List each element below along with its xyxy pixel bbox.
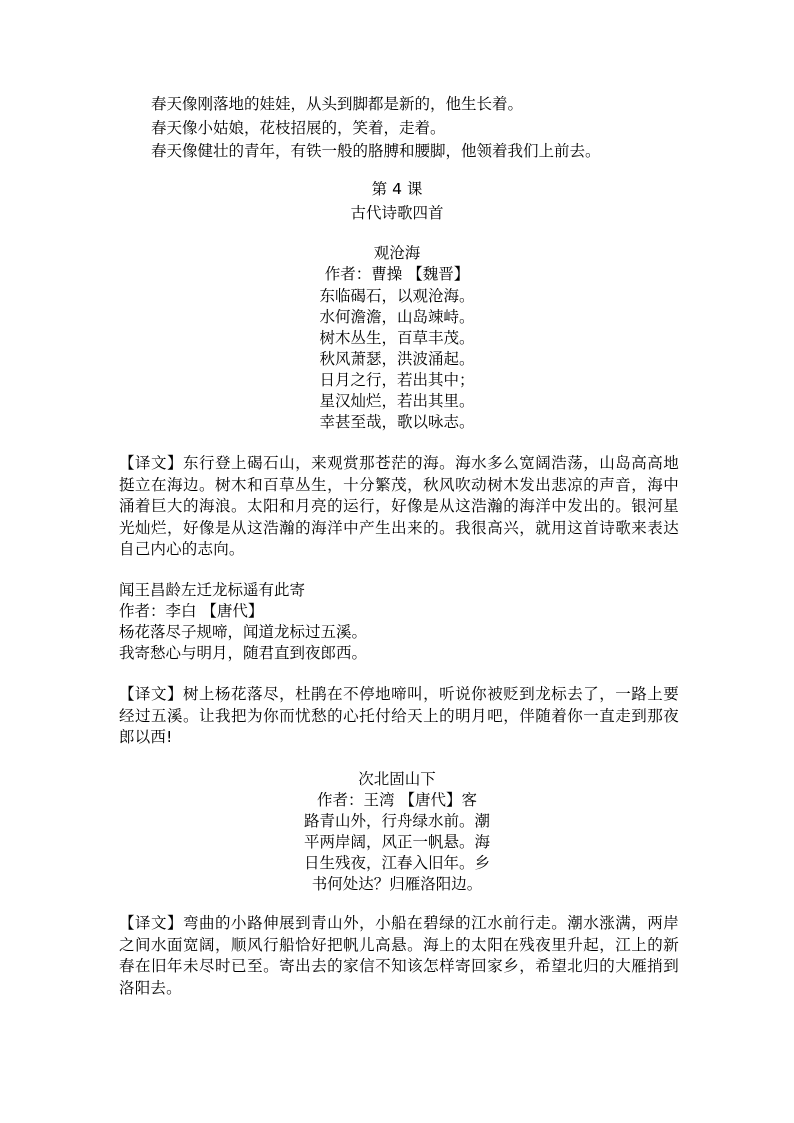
poem-line: 秋风萧瑟，洪波涌起。 xyxy=(319,350,475,368)
poem-author: 作者：王湾 【唐代】客 xyxy=(317,791,477,809)
intro-line: 春天像健壮的青年，有铁一般的胳膊和腰脚，他领着我们上前去。 xyxy=(151,142,601,160)
poem-line: 星汉灿烂，若出其里。 xyxy=(319,392,475,410)
intro-line: 春天像刚落地的娃娃，从头到脚都是新的，他生长着。 xyxy=(151,95,524,113)
poem-title: 次北固山下 xyxy=(358,770,436,788)
poem-line: 东临碣石，以观沧海。 xyxy=(319,287,475,305)
intro-line: 春天像小姑娘，花枝招展的，笑着，走着。 xyxy=(151,119,446,137)
poem-line: 杨花落尽子规啼，闻道龙标过五溪。 xyxy=(119,623,368,641)
poem-translation: 【译文】东行登上碣石山，来观赏那苍茫的海。海水多么宽阔浩荡，山岛高高地挺立在海边。树木和百草丛生，十分繁茂，秋风吹动树木发出悲凉的声音，海中涌着巨大的海浪。太阳和月亮的运行，好像是从这浩瀚的海洋中发出的。银河星光灿烂，好像是从这浩瀚的海洋中产生出来的。我很高兴，就用这首诗歌来表达自己内心的志向。 xyxy=(119,454,679,558)
poem-line: 日生残夜，江春入旧年。乡 xyxy=(303,854,490,872)
poem-title: 闻王昌龄左迁龙标遥有此寄 xyxy=(119,581,306,599)
poem-author: 作者：李白 【唐代】 xyxy=(119,602,264,620)
poem-translation: 【译文】树上杨花落尽，杜鹃在不停地啼叫，听说你被贬到龙标去了，一路上要经过五溪。让我把为你而忧愁的心托付给天上的明月吧，伴随着你一直走到那夜郎以西! xyxy=(119,685,679,746)
lesson-title: 古代诗歌四首 xyxy=(350,204,444,222)
poem-line: 树木丛生，百草丰茂。 xyxy=(319,329,475,347)
poem-line: 幸甚至哉，歌以咏志。 xyxy=(319,413,475,431)
poem-line: 路青山外，行舟绿水前。潮 xyxy=(303,812,490,830)
poem-line: 书何处达？归雁洛阳边。 xyxy=(311,875,483,893)
poem-author: 作者：曹操 【魏晋】 xyxy=(324,265,470,283)
poem-title: 观沧海 xyxy=(373,244,421,262)
lesson-number: 第 4 课 xyxy=(371,180,423,198)
poem-line: 水何澹澹，山岛竦峙。 xyxy=(319,308,475,326)
poem-translation: 【译文】弯曲的小路伸展到青山外，小船在碧绿的江水前行走。潮水涨满，两岸之间水面宽阔，顺风行船恰好把帆儿高悬。海上的太阳在残夜里升起，江上的新春在旧年未尽时已至。寄出去的家信不知该怎样寄回家乡，希望北归的大雁捎到洛阳去。 xyxy=(119,914,679,997)
poem-line: 平两岸阔，风正一帆悬。海 xyxy=(303,833,490,851)
poem-line: 我寄愁心与明月，随君直到夜郎西。 xyxy=(119,644,368,662)
poem-line: 日月之行，若出其中； xyxy=(319,371,475,389)
